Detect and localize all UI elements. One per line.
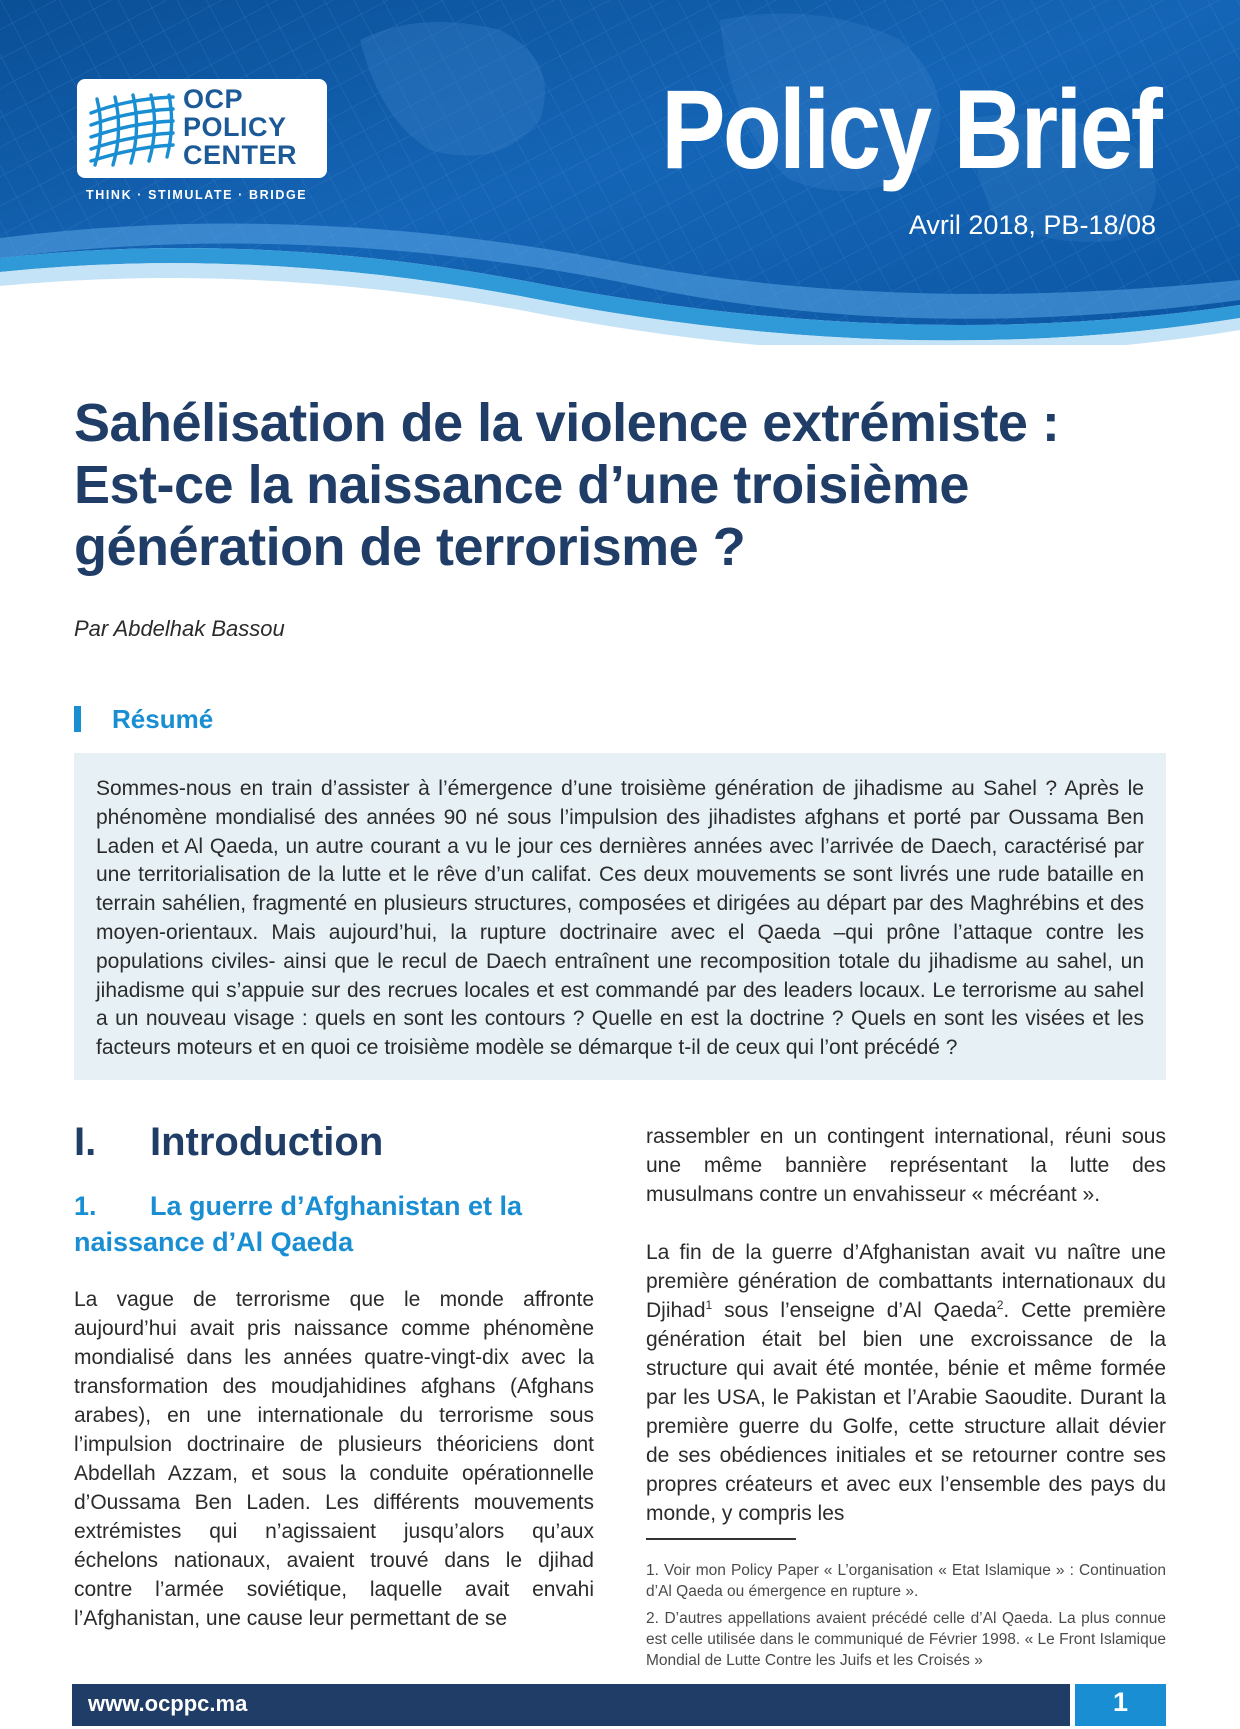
section-title: Introduction [150, 1120, 384, 1164]
header-banner [0, 0, 1240, 345]
resume-heading: Résumé [112, 704, 214, 734]
document-title-line: génération de terrorisme ? [74, 517, 746, 577]
body-text: sous l’enseigne d’Al Qaeda [712, 1299, 997, 1322]
body-paragraph [646, 1238, 1166, 1528]
publication-date-reference: Avril 2018, PB-18/08 [908, 210, 1156, 240]
document-title [74, 392, 1184, 578]
publication-type-title: Policy Brief [661, 67, 1160, 192]
document-title-line: Est-ce la naissance d’une troisième [74, 455, 969, 515]
resume-text: Sommes-nous en train d’assister à l’émergence d’une troisième génération de jihadisme au Sahel ? Après le phénomène mondialisé des années 90 né sous l’impulsion des jihadistes afghans et porté par Oussama Ben Laden et Al Qaeda, un autre courant a vu le jour ces dernières années avec l’arrivée de Daech, caractérisé par une territorialisation de la lutte et le rêve d’un califat. Ces deux mouvements se sont livrés une rude bataille en terrain sahélien, fragmenté en plusieurs structures, composées et dirigées au départ par des Maghrébins et des moyen-orientaux. Mais aujourd’hui, la rupture doctrinaire avec el Qaeda –qui prône l’attaque contre les populations civiles- ainsi que le recul de Daech entraînent une recomposition totale du jihadisme au sahel, un jihadisme qui s’appuie sur des recrues locales et est commandé par des leaders locaux. Le terrorisme au sahel a un nouveau visage : quels en sont les contours ? Quelle en est la doctrine ? Quels en sont les visées et les facteurs moteurs et en quoi ce troisième modèle se démarque t-il de ceux qui l’ont précédé ? [96, 777, 1144, 1060]
body-paragraph: rassembler en un contingent international, réuni sous une même bannière représentant la lutte des musulmans contre un envahisseur « mécréant ». [646, 1125, 1166, 1206]
logo-tagline: THINK · STIMULATE · BRIDGE [86, 188, 308, 202]
author-byline: Par Abdelhak Bassou [74, 616, 285, 641]
subsection-number: 1. [74, 1191, 97, 1221]
ocp-logo[interactable] [77, 79, 327, 178]
logo-text-policy: POLICY [183, 112, 287, 142]
right-column [646, 1122, 1166, 1671]
resume-box [74, 753, 1166, 1080]
body-text: . Cette première génération était bel bien une excroissance de la structure qui avait été montée, bénie et même formée par les USA, le Pakistan et l’Arabie Saoudite. Durant la première guerre du Golfe, cette structure allait dévier de ses obédiences initiales et se retourner contre ses propres créateurs et avec eux l’ensemble des pays du monde, y compris les [646, 1299, 1166, 1525]
footnote-2: 2. D’autres appellations avaient précédé celle d’Al Qaeda. La plus connue est celle utilisée dans le communiqué de Février 1998. « Le Front Islamique Mondial de Lutte Contre les Juifs et les Croisés » [646, 1610, 1166, 1669]
body-text: La fin de la guerre d’Afghanistan avait vu naître une première génération de combattants internationaux du Djihad [646, 1241, 1166, 1322]
footnote-separator [646, 1538, 796, 1540]
subsection-heading [74, 1188, 594, 1260]
ocp-net-logo-icon [87, 91, 177, 167]
footer-website-link[interactable]: www.ocppc.ma [88, 1691, 248, 1716]
page-number: 1 [1112, 1687, 1129, 1717]
footnote-1: 1. Voir mon Policy Paper « L’organisation « Etat Islamique » : Continuation d’Al Qaeda ou émergence en rupture ». [646, 1562, 1166, 1600]
section-number: I. [74, 1120, 97, 1164]
subsection-title-line: La guerre d’Afghanistan et la [150, 1191, 523, 1221]
body-paragraph: La vague de terrorisme que le monde affronte aujourd’hui avait pris naissance comme phénomène mondialisé dans les années quatre-vingt-dix avec la transformation des moudjahidines afghans (Afghans arabes), en une internationale du terrorisme sous l’impulsion doctrinaire de plusieurs théoriciens dont Abdellah Azzam, et sous la conduite opérationnelle d’Oussama Ben Laden. Les différents mouvements extrémistes qui n’agissaient jusqu’alors qu’aux échelons nationaux, avaient trouvé dans le djihad contre l’armée soviétique, laquelle avait envahi l’Afghanistan, une cause leur permettant de se [74, 1288, 594, 1630]
section-heading-introduction [74, 1118, 594, 1166]
footnote-ref-2[interactable]: 2 [996, 1298, 1004, 1312]
subsection-title-line: naissance d’Al Qaeda [74, 1227, 354, 1257]
logo-text-ocp: OCP [183, 84, 244, 114]
footnote-ref-1[interactable]: 1 [705, 1298, 713, 1312]
left-column [74, 1118, 594, 1633]
footnotes [646, 1560, 1166, 1671]
document-title-line: Sahélisation de la violence extrémiste : [74, 393, 1060, 453]
logo-text-center: CENTER [183, 140, 298, 170]
resume-heading-bar [74, 706, 81, 732]
